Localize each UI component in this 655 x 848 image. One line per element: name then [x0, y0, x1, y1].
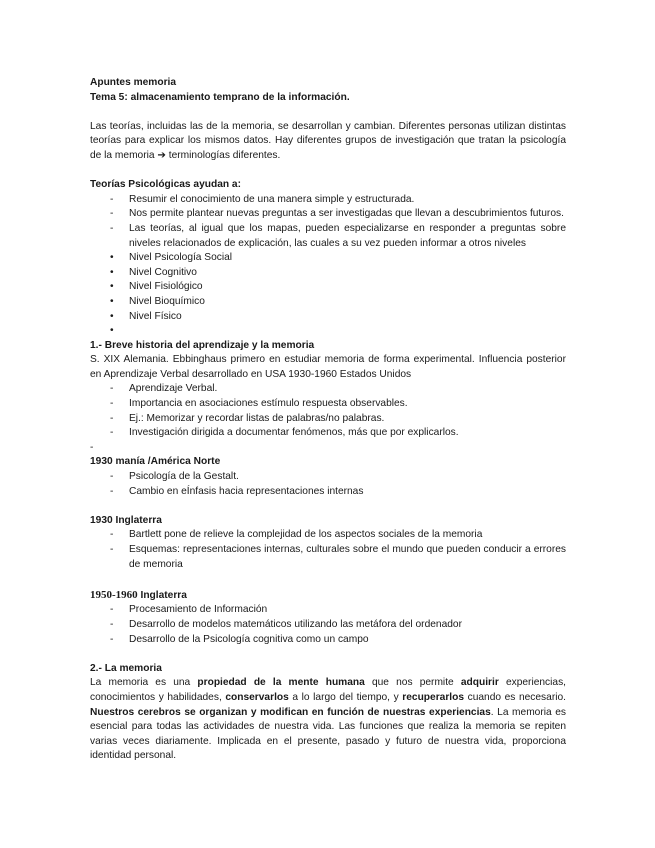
- intro-paragraph: [90, 120, 566, 164]
- list-item: - Aprendizaje Verbal.: [90, 382, 566, 397]
- section-heading-memoria: 2.- La memoria: [90, 662, 162, 674]
- bold-run: adquirir: [460, 677, 499, 689]
- section-heading-america: 1930 manía /América Norte: [90, 456, 221, 468]
- list-item: - Bartlett pone de relieve la complejidad de los aspectos sociales de la memoria: [90, 528, 566, 543]
- list-item: • Nivel Bioquímico: [90, 295, 566, 310]
- document-subtitle: Tema 5: almacenamiento temprano de la información.: [90, 91, 350, 103]
- list-item: • Nivel Psicología Social: [90, 251, 566, 266]
- historia-dash-list: [90, 382, 566, 440]
- text-run: a lo largo del tiempo, y: [288, 691, 403, 703]
- section-heading-inglaterra-1950: [90, 588, 566, 604]
- document-page: [90, 76, 566, 764]
- bold-run: conservarlos: [225, 691, 289, 703]
- text-run: . La memoria es esencial para todas las actividades de nuestra vida. Las funciones que realiza la memoria se repiten varias veces diariamente. Implicada en el presente, pasado y futuro de nuestra vida, proporciona identidad personal.: [90, 706, 566, 762]
- list-item: • Nivel Fisiológico: [90, 280, 566, 295]
- inglaterra-1930-dash-list: [90, 528, 566, 572]
- list-item: • Nivel Cognitivo: [90, 266, 566, 281]
- bold-run: propiedad de la mente humana: [197, 677, 365, 689]
- text-run: que nos permite: [364, 677, 461, 689]
- heading-years: 1950-1960: [90, 588, 138, 601]
- list-item: • Nivel Físico: [90, 310, 566, 325]
- intro-text: Las teorías, incluidas las de la memoria, se desarrollan y cambian. Diferentes personas utilizan distintas teorías para explicar los mismos datos. Hay diferentes grupos de investigación que tratan la psicología de la memoria: [90, 120, 566, 161]
- bold-run: recuperarlos: [402, 691, 465, 703]
- section-heading-inglaterra-1930: 1930 Inglaterra: [90, 514, 162, 526]
- america-dash-list: [90, 470, 566, 499]
- heading-place: Inglaterra: [137, 589, 187, 601]
- right-arrow-icon: ➔: [157, 149, 166, 161]
- intro-text-end: terminologías diferentes.: [165, 149, 281, 161]
- inglaterra-1950-dash-list: [90, 603, 566, 647]
- list-item: - Resumir el conocimiento de una manera simple y estructurada.: [90, 193, 566, 208]
- historia-paragraph: S. XIX Alemania. Ebbinghaus primero en estudiar memoria de forma experimental. Influencia posterior en Aprendizaje Verbal desarrollado en USA 1930-1960 Estados Unidos: [90, 354, 566, 380]
- list-item: - Procesamiento de Información: [90, 603, 566, 618]
- list-item: - Cambio en eÍnfasis hacia representaciones internas: [90, 485, 566, 500]
- text-run: cuando es necesario.: [464, 691, 566, 703]
- list-item: - Esquemas: representaciones internas, culturales sobre el mundo que pueden conducir a errores de memoria: [90, 543, 566, 572]
- list-item: - Desarrollo de la Psicología cognitiva como un campo: [90, 633, 566, 648]
- text-run: experiencias, conocimientos y habilidades,: [90, 677, 566, 703]
- list-item: - Desarrollo de modelos matemáticos utilizando las metáfora del ordenador: [90, 618, 566, 633]
- document-title: Apuntes memoria: [90, 77, 177, 88]
- niveles-bullet-list: [90, 251, 566, 339]
- list-item: - Ej.: Memorizar y recordar listas de palabras/no palabras.: [90, 412, 566, 427]
- section-heading-historia: 1.- Breve historia del aprendizaje y la memoria: [90, 339, 315, 351]
- list-item: - Psicología de la Gestalt.: [90, 470, 566, 485]
- list-item: - Investigación dirigida a documentar fenómenos, más que por explicarlos.: [90, 426, 566, 441]
- memoria-paragraph: [90, 676, 566, 764]
- list-item: - Nos permite plantear nuevas preguntas a ser investigadas que llevan a descubrimientos futuros.: [90, 207, 566, 222]
- section-heading-teorias: Teorías Psicológicas ayudan a:: [90, 179, 241, 191]
- bold-run: Nuestros cerebros se organizan y modifican en función de nuestras experiencias: [90, 706, 491, 718]
- text-run: La memoria es una: [90, 677, 198, 689]
- empty-dash-line: [90, 441, 566, 456]
- teorias-dash-list: [90, 193, 566, 251]
- list-item-empty: [90, 324, 566, 339]
- list-item: - Las teorías, al igual que los mapas, pueden especializarse en responder a preguntas sobre niveles relacionados de explicación, las cuales a su vez pueden informar a otros niveles: [90, 222, 566, 251]
- list-item: - Importancia en asociaciones estímulo respuesta observables.: [90, 397, 566, 412]
